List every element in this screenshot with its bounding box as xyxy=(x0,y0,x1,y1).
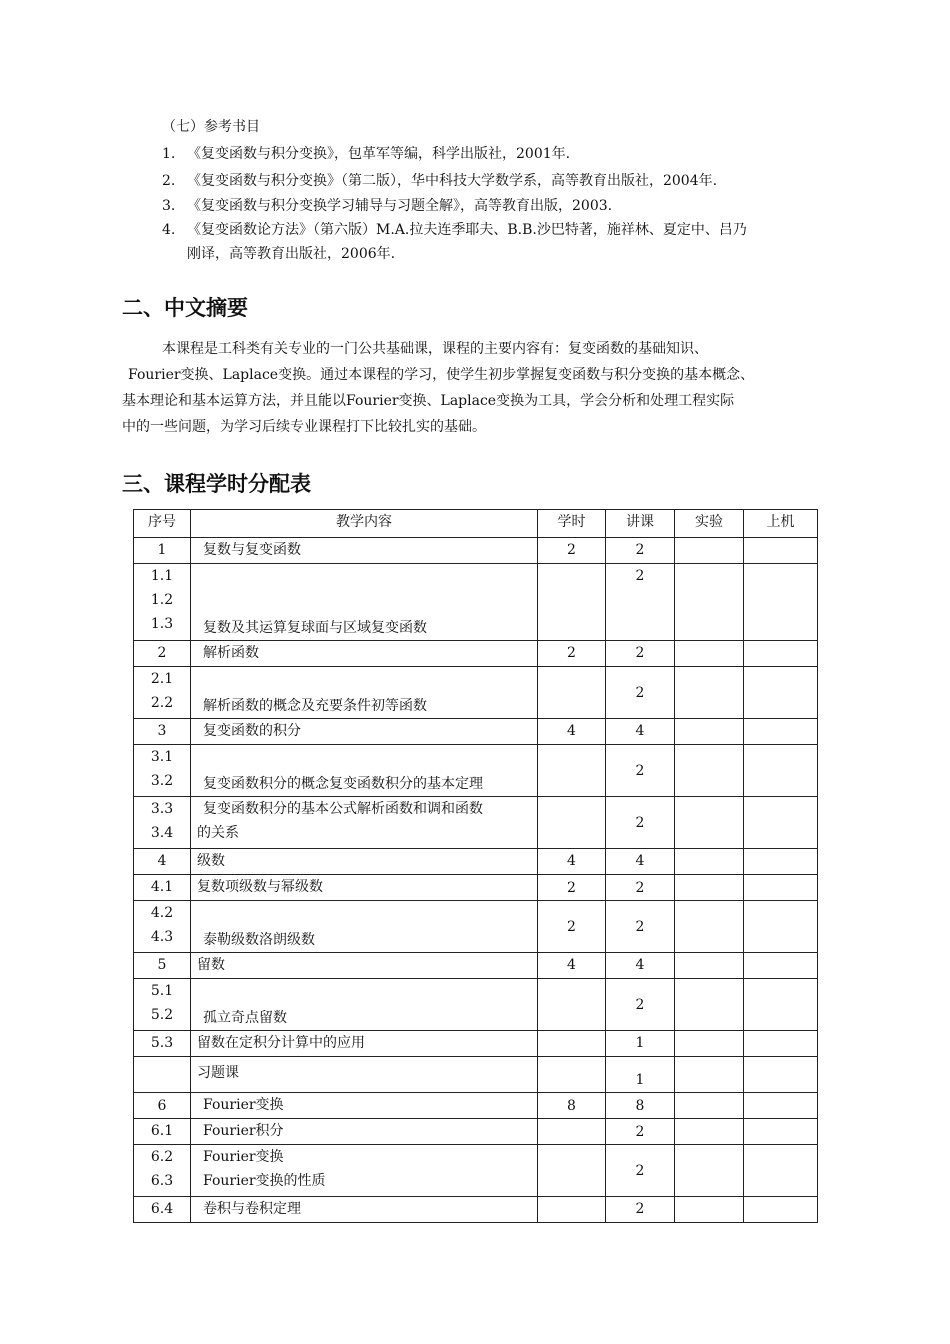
row-lecture: 2 xyxy=(606,1119,675,1145)
row-content: 留数在定积分计算中的应用 xyxy=(191,1031,538,1057)
row-lab xyxy=(675,1031,744,1057)
row-lab xyxy=(675,901,744,953)
header-computer: 上机 xyxy=(744,510,818,538)
row-number: 6.1 xyxy=(134,1119,191,1145)
row-lab xyxy=(675,641,744,667)
row-computer xyxy=(744,1031,818,1057)
row-number xyxy=(134,564,191,641)
row-lecture: 2 xyxy=(606,745,675,797)
table-row xyxy=(134,1145,818,1197)
row-number: 2 xyxy=(134,641,191,667)
abstract-paragraph xyxy=(122,336,842,440)
row-content: 复变函数积分的概念复变函数积分的基本定理 xyxy=(191,745,538,797)
table-row xyxy=(134,667,818,719)
row-content: 卷积与卷积定理 xyxy=(191,1197,538,1223)
hours-allocation-table xyxy=(133,509,818,1223)
table-row xyxy=(134,719,818,745)
row-lecture: 2 xyxy=(606,641,675,667)
row-hours xyxy=(538,1145,606,1197)
row-content: 孤立奇点留数 xyxy=(191,979,538,1031)
row-content: 级数 xyxy=(191,849,538,875)
row-lecture: 1 xyxy=(606,1031,675,1057)
reference-text: 《复变函数与积分变换学习辅导与习题全解》，高等教育出版，2003. xyxy=(187,198,613,214)
row-content-line: 的关系 xyxy=(197,825,239,841)
row-hours xyxy=(538,979,606,1031)
row-lecture: 4 xyxy=(606,849,675,875)
header-lab: 实验 xyxy=(675,510,744,538)
row-computer xyxy=(744,953,818,979)
table-row xyxy=(134,797,818,849)
row-hours xyxy=(538,1119,606,1145)
row-lecture: 2 xyxy=(606,875,675,901)
table-row xyxy=(134,1197,818,1223)
row-computer xyxy=(744,667,818,719)
row-lab xyxy=(675,1119,744,1145)
reference-text-continued: 刚译，高等教育出版社，2006年. xyxy=(187,246,396,262)
row-number xyxy=(134,1145,191,1197)
header-number: 序号 xyxy=(134,510,191,538)
row-hours: 2 xyxy=(538,538,606,564)
row-number-line: 4.2 xyxy=(150,905,174,921)
row-lab xyxy=(675,875,744,901)
row-lab xyxy=(675,1093,744,1119)
row-content: 解析函数的概念及充要条件初等函数 xyxy=(191,667,538,719)
row-hours xyxy=(538,1031,606,1057)
row-number-line: 5.1 xyxy=(150,983,174,999)
row-number xyxy=(134,1057,191,1093)
row-number-line: 3.4 xyxy=(150,825,174,841)
row-number-line: 1.1 xyxy=(150,568,174,584)
row-number xyxy=(134,667,191,719)
row-computer xyxy=(744,564,818,641)
abstract-line: 本课程是工科类有关专业的一门公共基础课，课程的主要内容有：复变函数的基础知识、 xyxy=(162,341,708,357)
row-content xyxy=(191,1145,538,1197)
row-computer xyxy=(744,797,818,849)
section-title-hours-table: 三、课程学时分配表 xyxy=(122,472,311,496)
row-hours: 4 xyxy=(538,953,606,979)
row-computer xyxy=(744,875,818,901)
row-number-line: 5.2 xyxy=(150,1007,174,1023)
row-number: 4.1 xyxy=(134,875,191,901)
row-hours xyxy=(538,1197,606,1223)
row-content: 解析函数 xyxy=(191,641,538,667)
row-number: 6.4 xyxy=(134,1197,191,1223)
table-row xyxy=(134,901,818,953)
row-number: 1 xyxy=(134,538,191,564)
row-content: 习题课 xyxy=(191,1057,538,1093)
row-hours: 2 xyxy=(538,875,606,901)
row-lab xyxy=(675,953,744,979)
row-number xyxy=(134,797,191,849)
row-lecture: 1 xyxy=(606,1057,675,1093)
row-computer xyxy=(744,538,818,564)
reference-number: 1. xyxy=(162,146,176,162)
row-hours: 2 xyxy=(538,641,606,667)
row-hours xyxy=(538,1057,606,1093)
row-hours: 2 xyxy=(538,901,606,953)
row-lecture: 2 xyxy=(606,564,675,641)
row-computer xyxy=(744,1119,818,1145)
row-content: 复变函数的积分 xyxy=(191,719,538,745)
abstract-line: 基本理论和基本运算方法，并且能以Fourier变换、Laplace变换为工具，学会分析和处理工程实际 xyxy=(122,393,735,409)
reference-text: 《复变函数与积分变换》（第二版），华中科技大学数学系，高等教育出版社，2004年. xyxy=(187,173,718,189)
row-number-line: 4.3 xyxy=(150,929,174,945)
row-number: 4 xyxy=(134,849,191,875)
row-number-line: 3.1 xyxy=(150,749,174,765)
row-computer xyxy=(744,849,818,875)
reference-number: 2. xyxy=(162,173,176,189)
row-lab xyxy=(675,979,744,1031)
header-hours: 学时 xyxy=(538,510,606,538)
row-lecture: 8 xyxy=(606,1093,675,1119)
row-number-line: 6.2 xyxy=(150,1149,174,1165)
table-row xyxy=(134,1093,818,1119)
row-computer xyxy=(744,1057,818,1093)
row-number-line: 3.2 xyxy=(150,773,174,789)
row-content: 复数与复变函数 xyxy=(191,538,538,564)
row-hours xyxy=(538,667,606,719)
row-content: 留数 xyxy=(191,953,538,979)
row-number-line: 1.2 xyxy=(150,592,174,608)
row-lab xyxy=(675,1145,744,1197)
row-lab xyxy=(675,667,744,719)
row-lab xyxy=(675,745,744,797)
table-row xyxy=(134,745,818,797)
row-number: 3 xyxy=(134,719,191,745)
row-content: Fourier变换 xyxy=(191,1093,538,1119)
row-lab xyxy=(675,1057,744,1093)
row-number xyxy=(134,979,191,1031)
row-content xyxy=(191,797,538,849)
row-lecture: 2 xyxy=(606,797,675,849)
row-lecture: 2 xyxy=(606,538,675,564)
row-number: 5.3 xyxy=(134,1031,191,1057)
reference-number: 4. xyxy=(162,222,176,238)
row-lecture: 4 xyxy=(606,953,675,979)
reference-number: 3. xyxy=(162,198,176,214)
row-lab xyxy=(675,719,744,745)
table-row xyxy=(134,1057,818,1093)
row-number-line: 6.3 xyxy=(150,1173,174,1189)
row-lab xyxy=(675,1197,744,1223)
row-computer xyxy=(744,641,818,667)
row-computer xyxy=(744,901,818,953)
table-row xyxy=(134,1031,818,1057)
row-computer xyxy=(744,1145,818,1197)
table-row xyxy=(134,875,818,901)
table-row xyxy=(134,979,818,1031)
table-row xyxy=(134,641,818,667)
header-content: 教学内容 xyxy=(191,510,538,538)
row-number-line: 3.3 xyxy=(150,801,174,817)
row-content: 泰勒级数洛朗级数 xyxy=(191,901,538,953)
row-content-line: Fourier变换 xyxy=(203,1149,284,1165)
row-number-line: 2.1 xyxy=(150,671,174,687)
abstract-line: Fourier变换、Laplace变换。通过本课程的学习，使学生初步掌握复变函数与积分变换的基本概念、 xyxy=(128,367,755,383)
row-lecture: 2 xyxy=(606,1197,675,1223)
row-computer xyxy=(744,1093,818,1119)
header-lecture: 讲课 xyxy=(606,510,675,538)
table-row xyxy=(134,849,818,875)
row-number: 5 xyxy=(134,953,191,979)
reference-text: 《复变函数论方法》（第六版）M.A.拉夫连季耶夫、B.B.沙巴特著，施祥林、夏定中、吕乃 xyxy=(187,222,747,238)
row-number-line: 2.2 xyxy=(150,695,174,711)
section-title-abstract: 二、中文摘要 xyxy=(122,296,248,320)
row-content: 复数及其运算复球面与区域复变函数 xyxy=(191,564,538,641)
row-lab xyxy=(675,564,744,641)
table-row xyxy=(134,538,818,564)
row-content-line: 复变函数积分的基本公式解析函数和调和函数 xyxy=(203,801,483,817)
table-row xyxy=(134,953,818,979)
row-number: 6 xyxy=(134,1093,191,1119)
row-lecture: 2 xyxy=(606,1145,675,1197)
row-content-line: Fourier变换的性质 xyxy=(203,1173,326,1189)
row-lecture: 4 xyxy=(606,719,675,745)
row-computer xyxy=(744,745,818,797)
row-computer xyxy=(744,1197,818,1223)
row-content: Fourier积分 xyxy=(191,1119,538,1145)
row-hours: 4 xyxy=(538,849,606,875)
row-lab xyxy=(675,538,744,564)
row-lecture: 2 xyxy=(606,901,675,953)
row-hours xyxy=(538,564,606,641)
row-lecture: 2 xyxy=(606,979,675,1031)
row-content: 复数项级数与幂级数 xyxy=(191,875,538,901)
references-heading: （七）参考书目 xyxy=(162,119,260,135)
table-row xyxy=(134,1119,818,1145)
row-computer xyxy=(744,979,818,1031)
row-hours xyxy=(538,745,606,797)
row-lab xyxy=(675,797,744,849)
row-number-line: 1.3 xyxy=(150,616,174,632)
table-header-row xyxy=(134,510,818,538)
row-number xyxy=(134,901,191,953)
row-number xyxy=(134,745,191,797)
row-computer xyxy=(744,719,818,745)
row-hours: 4 xyxy=(538,719,606,745)
row-hours xyxy=(538,797,606,849)
table-row xyxy=(134,564,818,641)
row-lecture: 2 xyxy=(606,667,675,719)
reference-text: 《复变函数与积分变换》，包革军等编，科学出版社，2001年. xyxy=(187,146,571,162)
row-hours: 8 xyxy=(538,1093,606,1119)
abstract-line: 中的一些问题，为学习后续专业课程打下比较扎实的基础。 xyxy=(122,419,486,435)
row-lab xyxy=(675,849,744,875)
